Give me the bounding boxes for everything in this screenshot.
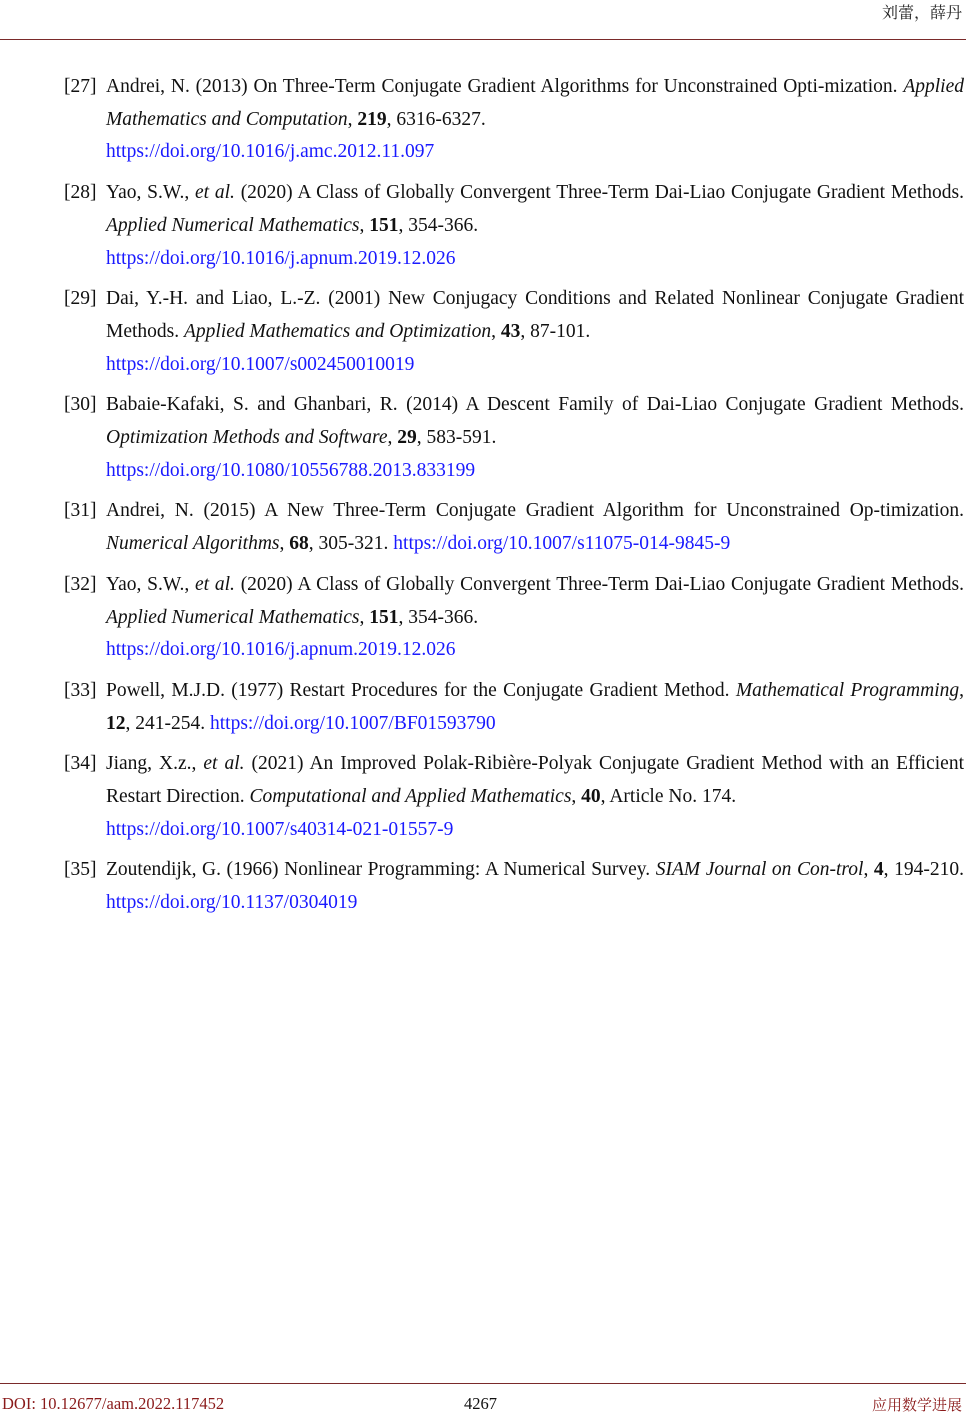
footer-journal-name: 应用数学进展	[871, 1396, 962, 1414]
reference-journal: Mathematical Programming	[735, 679, 960, 701]
reference-item: [31] Andrei, N. (2015) A New Three-Term Conjugate Gradient Algorithm for Unconstrained Op-timization. Numerical Algorithms, 68, 305-321. https://doi.org/10.1007/s11075-014-9845-9	[64, 495, 964, 560]
reference-volume: 151	[369, 214, 399, 236]
reference-authors-title: Babaie-Kafaki, S. and Ghanbari, R. (2014) A Descent Family of Dai-Liao Conjugate Gradient Methods.	[106, 394, 964, 416]
reference-journal: Applied Numerical Mathematics	[106, 606, 360, 628]
reference-number: [33]	[64, 679, 97, 701]
reference-etal: et al.	[195, 573, 235, 595]
reference-authors: Jiang, X.z.,	[106, 753, 204, 775]
reference-doi-link[interactable]: https://doi.org/10.1016/j.amc.2012.11.097	[106, 141, 435, 163]
reference-number: [31]	[64, 500, 97, 522]
reference-authors-title: Zoutendijk, G. (1966) Nonlinear Programming: A Numerical Survey.	[106, 859, 651, 881]
reference-list	[64, 71, 964, 928]
reference-volume: 4	[873, 859, 884, 881]
reference-title: (2020) A Class of Globally Convergent Three-Term Dai-Liao Conjugate Gradient Methods.	[234, 182, 964, 204]
reference-pages: , 354-366.	[398, 214, 479, 236]
reference-number: [32]	[64, 573, 97, 595]
reference-journal: SIAM Journal on Con-trol	[655, 859, 864, 881]
running-head-authors: 刘蕾，薛丹	[881, 3, 962, 22]
reference-authors-title: Dai, Y.-H. and Liao, L.-Z. (2001) New Conjugacy Conditions and Related Nonlinear Conjugate Gradient Methods.	[106, 288, 964, 342]
reference-item: [34] Jiang, X.z., et al. (2021) An Improved Polak-Ribière-Polyak Conjugate Gradient Method with an Efficient Restart Direction. Computational and Applied Mathematics, 40, Article No. 174. https://doi.org/10.1007/s40314-021-01557-9	[64, 748, 964, 846]
reference-volume: 151	[369, 606, 399, 628]
reference-journal: Optimization Methods and Software	[106, 427, 388, 449]
reference-volume: 40	[581, 786, 601, 808]
reference-journal: Computational and Applied Mathematics	[249, 786, 572, 808]
reference-authors-title: Andrei, N. (2015) A New Three-Term Conjugate Gradient Algorithm for Unconstrained Op-timization.	[106, 500, 964, 522]
reference-doi-link[interactable]: https://doi.org/10.1007/s11075-014-9845-9	[393, 533, 731, 555]
reference-volume: 43	[500, 320, 521, 342]
reference-item: [27] Andrei, N. (2013) On Three-Term Conjugate Gradient Algorithms for Unconstrained Opti-mization. Applied Mathematics and Computation, 219, 6316-6327. https://doi.org/10.1016/j.amc.2012.11.097	[64, 71, 964, 169]
reference-journal: Applied Mathematics and Optimization	[184, 320, 492, 342]
reference-number: [30]	[64, 394, 97, 416]
reference-authors: Yao, S.W.,	[106, 573, 196, 595]
reference-number: [27]	[64, 76, 97, 97]
reference-pages: , Article No. 174.	[600, 786, 737, 808]
reference-pages: , 87-101.	[520, 320, 591, 342]
footer-doi: DOI: 10.12677/aam.2022.117452	[2, 1394, 225, 1413]
reference-journal: Numerical Algorithms	[106, 533, 280, 555]
reference-number: [29]	[64, 288, 97, 310]
reference-etal: et al.	[195, 182, 235, 204]
reference-item: [35] Zoutendijk, G. (1966) Nonlinear Programming: A Numerical Survey. SIAM Journal on Con-trol, 4, 194-210. https://doi.org/10.1137/0304019	[64, 854, 964, 919]
reference-volume: 219	[357, 108, 387, 130]
reference-item: [30] Babaie-Kafaki, S. and Ghanbari, R. (2014) A Descent Family of Dai-Liao Conjugate Gradient Methods. Optimization Methods and Software, 29, 583-591. https://doi.org/10.1080/10556788.2013.833199	[64, 389, 964, 487]
reference-number: [28]	[64, 182, 97, 204]
reference-etal: et al.	[203, 753, 245, 775]
reference-pages: , 583-591.	[416, 427, 497, 449]
reference-title: (2020) A Class of Globally Convergent Three-Term Dai-Liao Conjugate Gradient Methods.	[234, 573, 964, 595]
reference-pages: , 241-254.	[125, 712, 206, 734]
reference-doi-link[interactable]: https://doi.org/10.1016/j.apnum.2019.12.026	[106, 639, 456, 661]
page-header	[0, 0, 966, 40]
reference-doi-link[interactable]: https://doi.org/10.1007/s002450010019	[106, 353, 415, 375]
reference-pages: , 6316-6327.	[386, 108, 486, 130]
reference-journal: Applied Mathematics and Computation	[106, 76, 964, 130]
reference-item: [32] Yao, S.W., et al. (2020) A Class of Globally Convergent Three-Term Dai-Liao Conjugate Gradient Methods. Applied Numerical Mathematics, 151, 354-366. https://doi.org/10.1016/j.apnum.2019.12.026	[64, 569, 964, 667]
reference-volume: 29	[397, 427, 417, 449]
reference-number: [35]	[64, 859, 97, 881]
page-footer	[0, 1383, 966, 1415]
reference-journal: Applied Numerical Mathematics	[106, 214, 360, 236]
reference-authors-title: Powell, M.J.D. (1977) Restart Procedures for the Conjugate Gradient Method.	[106, 679, 730, 701]
reference-volume: 68	[289, 533, 309, 555]
reference-authors: Yao, S.W.,	[106, 182, 196, 204]
reference-doi-link[interactable]: https://doi.org/10.1007/s40314-021-01557-9	[106, 818, 454, 840]
reference-pages: , 305-321.	[308, 533, 389, 555]
reference-doi-link[interactable]: https://doi.org/10.1007/BF01593790	[210, 712, 496, 734]
reference-pages: , 354-366.	[398, 606, 479, 628]
reference-volume: 12	[106, 712, 126, 734]
reference-authors-title: Andrei, N. (2013) On Three-Term Conjugate Gradient Algorithms for Unconstrained Opti-mization.	[106, 76, 898, 97]
reference-doi-link[interactable]: https://doi.org/10.1016/j.apnum.2019.12.026	[106, 247, 456, 269]
reference-item: [29] Dai, Y.-H. and Liao, L.-Z. (2001) New Conjugacy Conditions and Related Nonlinear Conjugate Gradient Methods. Applied Mathematics and Optimization, 43, 87-101. https://doi.org/10.1007/s002450010019	[64, 283, 964, 381]
reference-doi-link[interactable]: https://doi.org/10.1137/0304019	[106, 892, 358, 914]
reference-item: [28] Yao, S.W., et al. (2020) A Class of Globally Convergent Three-Term Dai-Liao Conjugate Gradient Methods. Applied Numerical Mathematics, 151, 354-366. https://doi.org/10.1016/j.apnum.2019.12.026	[64, 177, 964, 275]
reference-item: [33] Powell, M.J.D. (1977) Restart Procedures for the Conjugate Gradient Method. Mathematical Programming, 12, 241-254. https://doi.org/10.1007/BF01593790	[64, 675, 964, 740]
reference-pages: , 194-210.	[883, 859, 964, 881]
reference-title: (2021) An Improved Polak-Ribière-Polyak Conjugate Gradient Method with an Efficient Restart Direction.	[106, 753, 964, 808]
reference-number: [34]	[64, 753, 97, 775]
page-number: 4267	[464, 1394, 497, 1413]
reference-doi-link[interactable]: https://doi.org/10.1080/10556788.2013.833199	[106, 459, 476, 481]
